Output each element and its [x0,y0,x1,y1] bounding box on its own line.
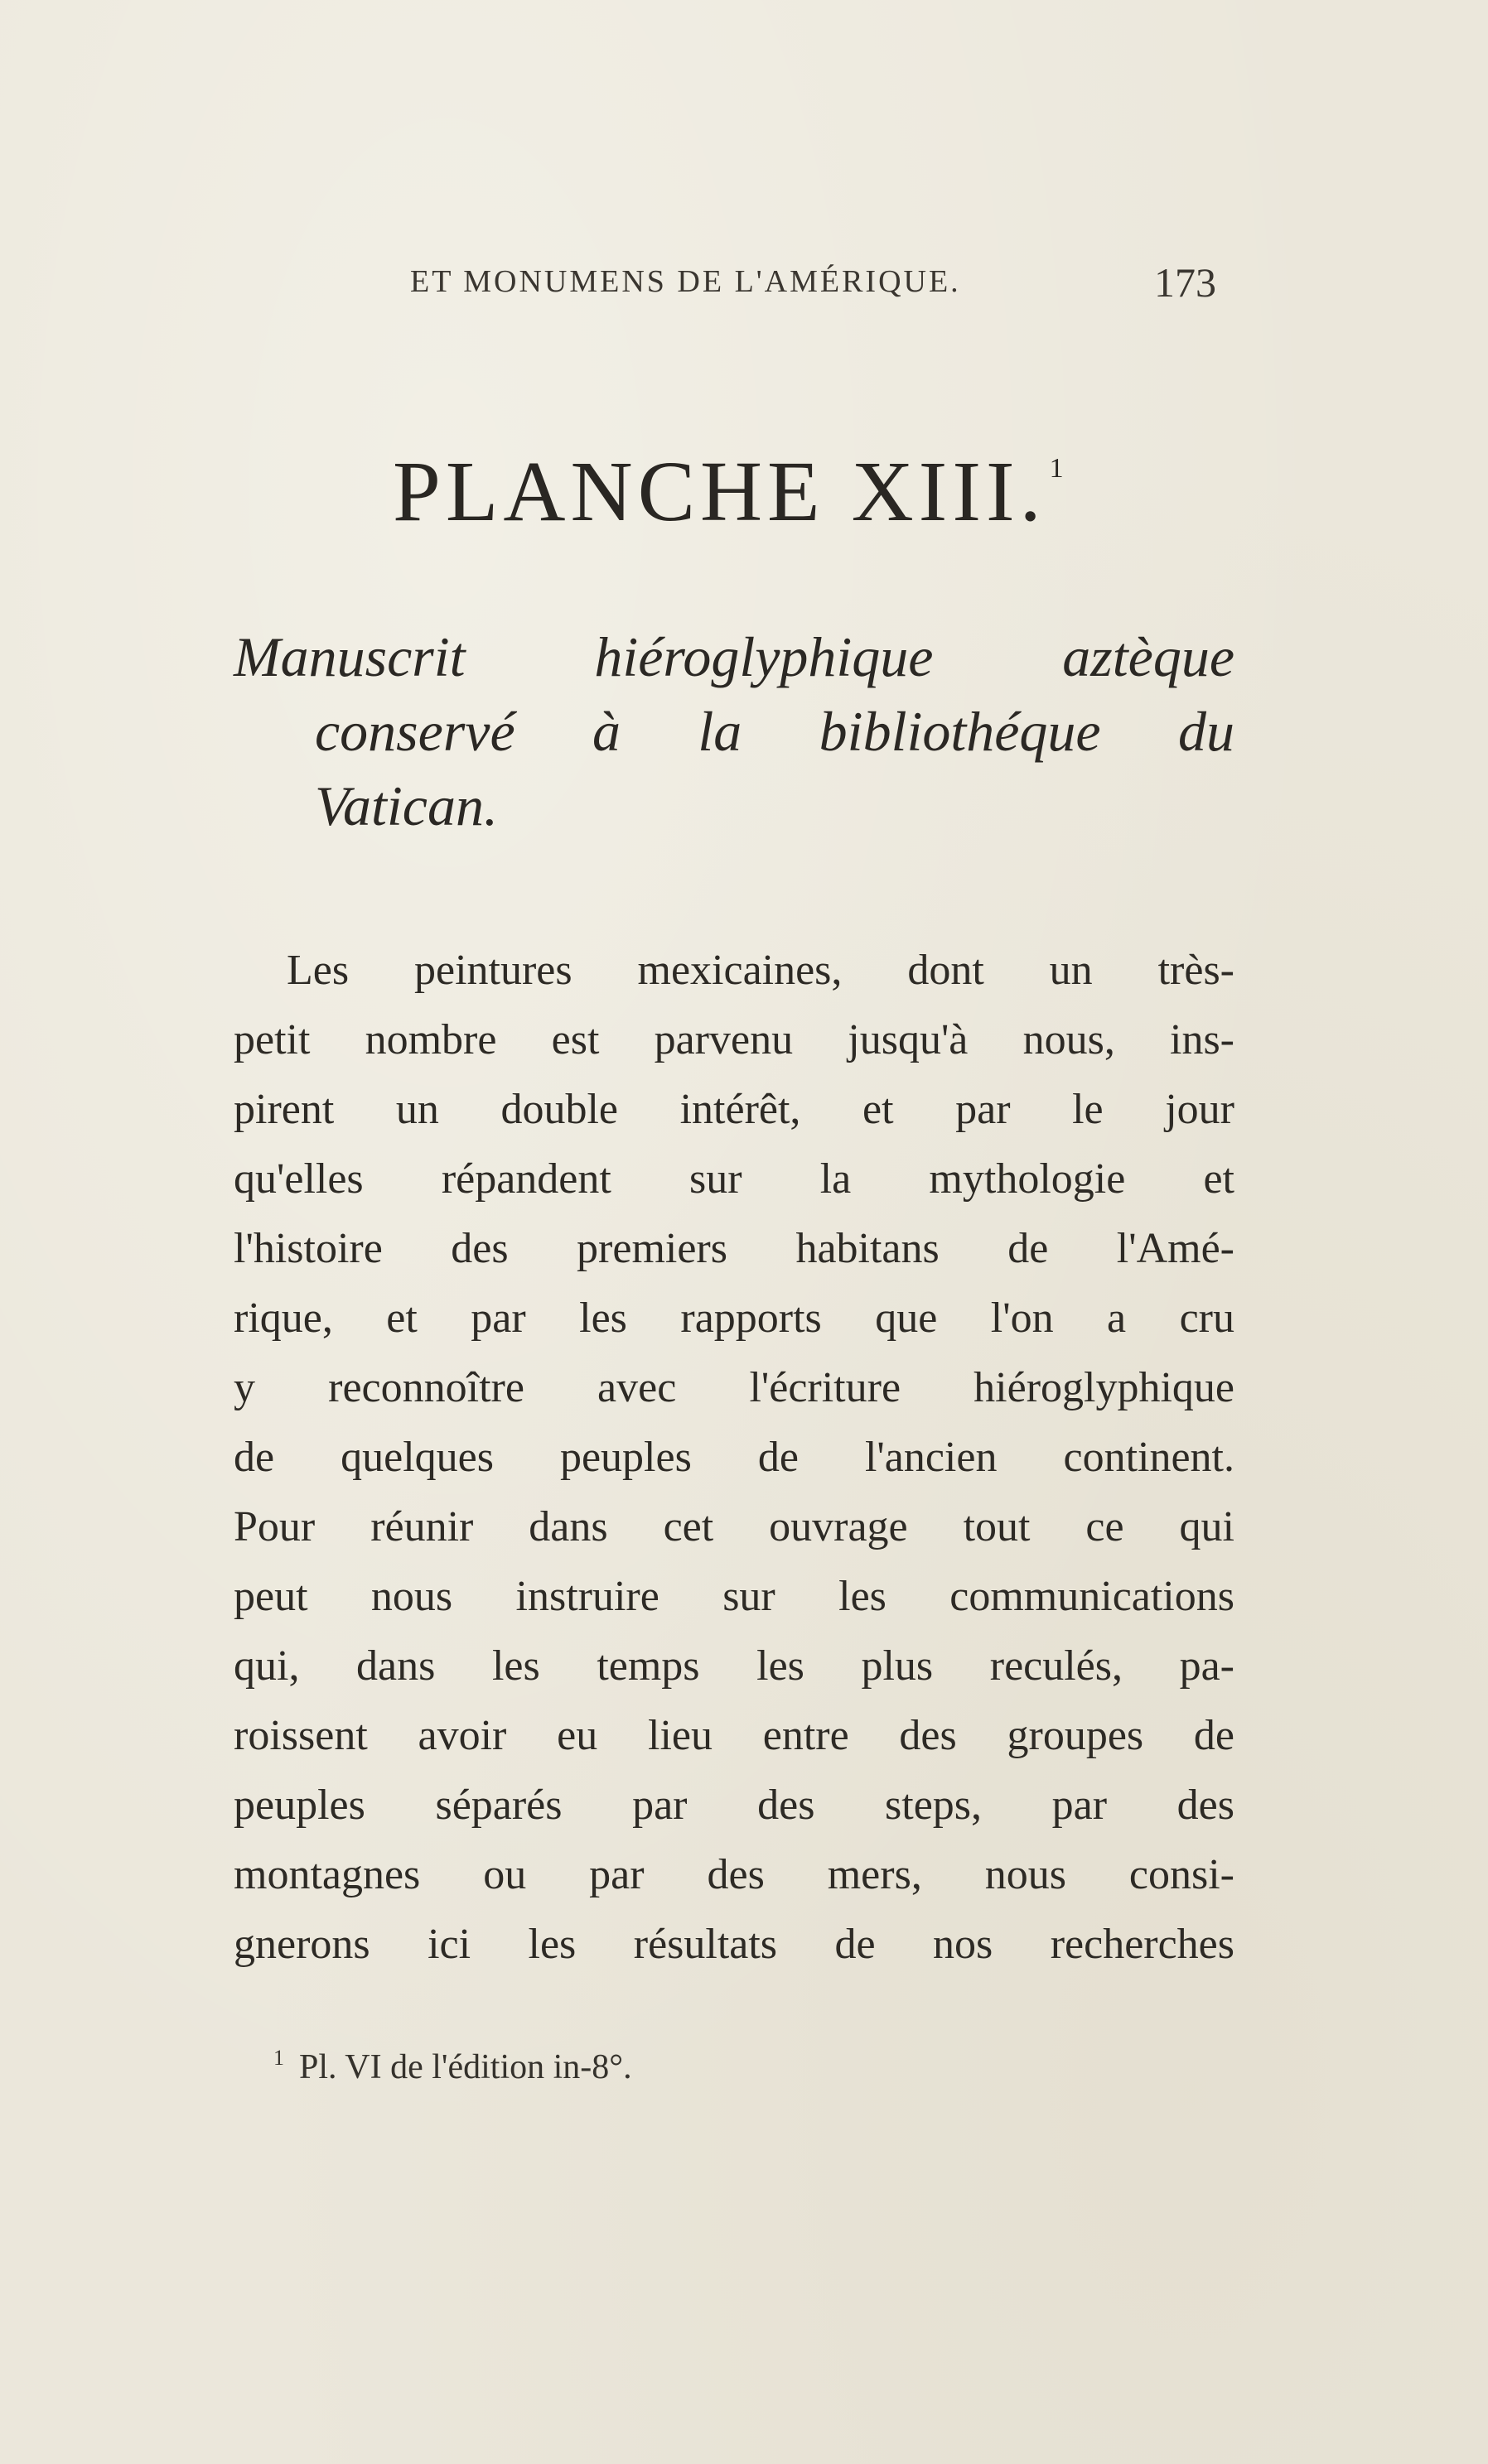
body-paragraph [234,936,1234,1979]
text-line: montagnes ou par des mers, nous consi- [234,1851,1234,1898]
plate-footnote-marker: 1 [1049,453,1064,484]
text-line: petit nombre est parvenu jusqu'à nous, ins- [234,1016,1234,1063]
subtitle-line: conservé à la bibliothéque du [315,700,1234,763]
footnote-marker: 1 [273,2046,284,2070]
text-line: gnerons ici les résultats de nos recherches [234,1921,1234,1968]
running-head [0,258,1488,308]
text-line: l'histoire des premiers habitans de l'Amé- [234,1225,1234,1272]
page-number: 173 [1154,259,1216,306]
text-line: Pour réunir dans cet ouvrage tout ce qui [234,1503,1234,1550]
text-line: rique, et par les rapports que l'on a cru [234,1295,1234,1342]
plate-subtitle [234,620,1234,843]
text-line: peut nous instruire sur les communications [234,1573,1234,1620]
footnote-text: Pl. VI de l'édition in-8°. [299,2048,632,2086]
text-line: y reconnoître avec l'écriture hiéroglyphique [234,1364,1234,1411]
text-line: Les peintures mexicaines, dont un très- [287,947,1234,994]
plate-title-text: PLANCHE XIII. [393,444,1046,539]
text-line: de quelques peuples de l'ancien continent. [234,1434,1234,1481]
subtitle-line: Manuscrit hiéroglyphique aztèque [234,625,1234,688]
text-line: pirent un double intérêt, et par le jour [234,1086,1234,1133]
footnote [273,2046,632,2087]
subtitle-line: Vatican. [315,774,498,837]
running-title: ET MONUMENS DE L'AMÉRIQUE. [410,264,961,299]
text-line: roissent avoir eu lieu entre des groupes de [234,1712,1234,1759]
plate-title [393,442,1064,541]
text-line: qu'elles répandent sur la mythologie et [234,1155,1234,1203]
text-line: peuples séparés par des steps, par des [234,1782,1234,1829]
text-line: qui, dans les temps les plus reculés, pa- [234,1642,1234,1690]
